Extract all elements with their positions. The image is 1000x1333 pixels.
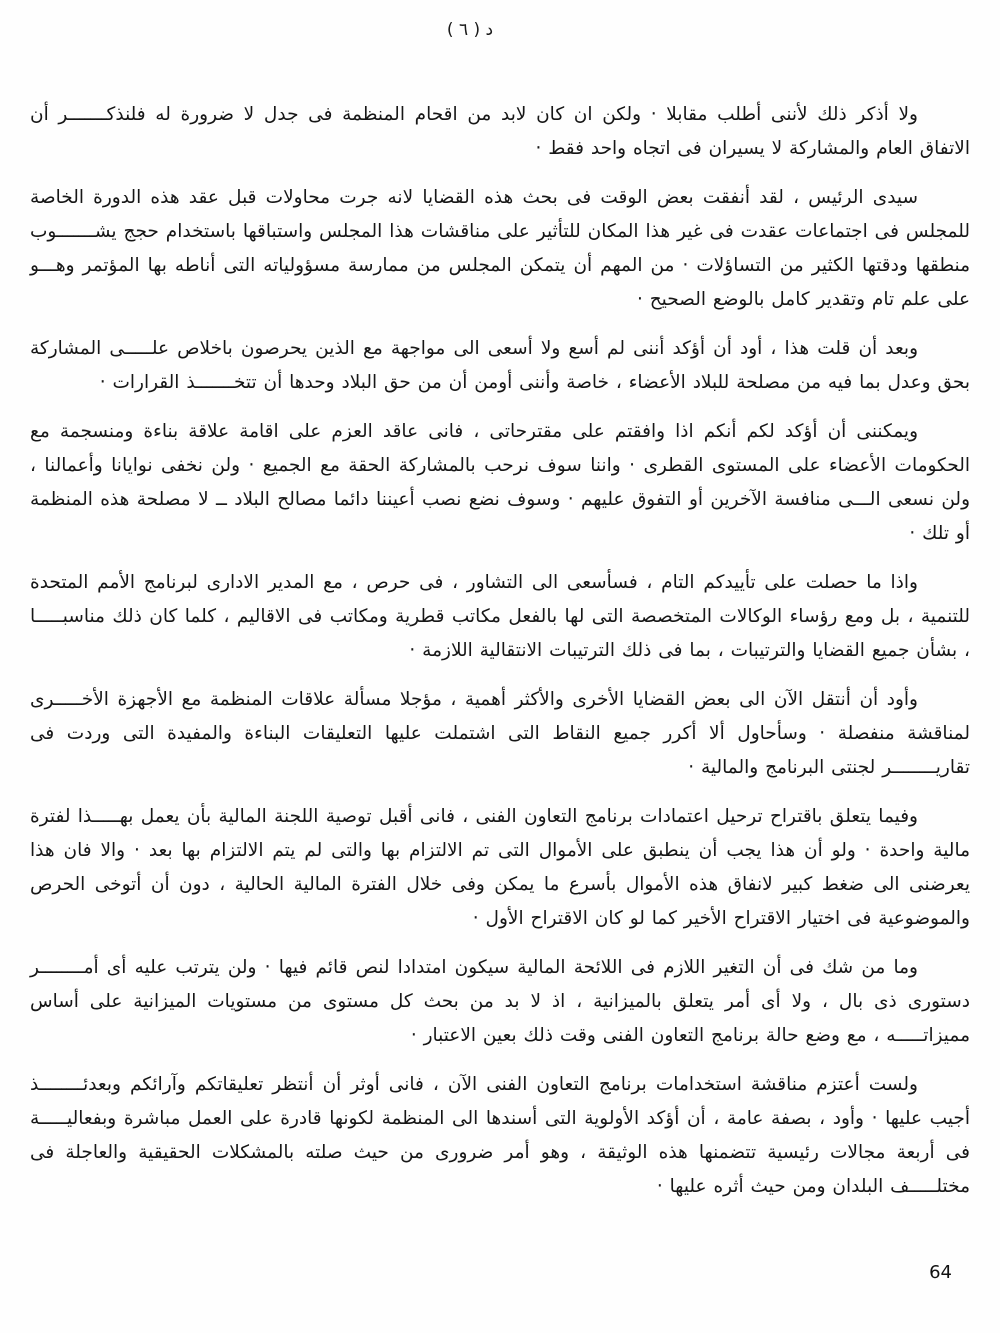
paragraph: وما من شك فى أن التغير اللازم فى اللائحة المالية سيكون امتدادا لنص قائم فيها · ولن يترتب عليه أى أمــــــــر دستورى ذى بال ، ولا أى أمر يتعلق بالميزانية ، اذ لا بد من بحث كل مستوى من مستويات الميزانية على أساس مميزاتـــــه ، مع وضع حالة برنامج التعاون الفنى وقت ذلك بعين الاعتبار · [30,957,970,1046]
document-body [30,98,970,1219]
page-marker: د ( ٦ ) [446,20,494,40]
page-header [0,20,940,40]
paragraph: ولست أعتزم مناقشة استخدامات برنامج التعاون الفنى الآن ، فانى أوثر أن أنتظر تعليقاتكم وآرائكم وبعدئــــــــذ أجيب عليها · وأود ، بصفة عامة ، أن أؤكد الأولوية التى أسندها الى المنظمة لكونها قادرة على العمل مباشرة وبفعاليـــــة فى أربعة مجالات رئيسية تتضمنها هذه الوثيقة ، وهو أمر ضرورى من حيث صلته بالمشكلات الحقيقية والعاجلة فى مختلـــــف البلدان ومن حيث أثره عليها · [30,1074,970,1197]
paragraph: ويمكننى أن أؤكد لكم أنكم اذا وافقتم على مقترحاتى ، فانى عاقد العزم على اقامة علاقة بناءة ومنسجمة مع الحكومات الأعضاء على المستوى القطرى · واننا سوف نرحب بالمشاركة الحقة مع الجميع · ولن نخفى نوايانا وأعمالنا ، ولن نسعى الـــى منافسة الآخرين أو التفوق عليهم · وسوف نضع نصب أعيننا دائما مصالح البلاد ــ لا مصلحة هذه المنظمة أو تلك · [30,421,970,544]
paragraph: سيدى الرئيس ، لقد أنفقت بعض الوقت فى بحث هذه القضايا لانه جرت محاولات قبل عقد هذه الدورة الخاصة للمجلس فى اجتماعات عقدت فى غير هذا المكان للتأثير على مناقشات هذا المجلس واستباقها باستخدام حجج يشـــــــوب منطقها ودقتها الكثير من التساؤلات · من المهم أن يتمكن المجلس من ممارسة مسؤولياته التى أناطه بها المؤتمر وهـــو على علم تام وتقدير كامل بالوضع الصحيح · [30,187,970,310]
page-number: 64 [929,1262,952,1283]
paragraph: وبعد أن قلت هذا ، أود أن أؤكد أننى لم أسع ولا أسعى الى مواجهة مع الذين يحرصون باخلاص علـــــى المشاركة بحق وعدل بما فيه من مصلحة للبلاد الأعضاء ، خاصة وأننى أومن أن من حق البلاد وحدها أن تتخـــــــذ القرارات · [30,338,970,393]
paragraph: ولا أذكر ذلك لأننى أطلب مقابلا · ولكن ان كان لابد من اقحام المنظمة فى جدل لا ضرورة له فلنذكـــــــر أن الاتفاق العام والمشاركة لا يسيران فى اتجاه واحد فقط · [30,104,970,159]
paragraph: واذا ما حصلت على تأييدكم التام ، فسأسعى الى التشاور ، فى حرص ، مع المدير الادارى لبرنامج الأمم المتحدة للتنمية ، بل ومع رؤساء الوكالات المتخصصة التى لها بالفعل مكاتب قطرية ومكاتب فى الاقاليم ، كلما كان ذلك مناسبـــــا ، بشأن جميع القضايا والترتيبات ، بما فى ذلك الترتيبات الانتقالية اللازمة · [30,572,970,661]
paragraph: وأود أن أنتقل الآن الى بعض القضايا الأخرى والأكثر أهمية ، مؤجلا مسألة علاقات المنظمة مع الأجهزة الأخـــــرى لمناقشة منفصلة · وسأحاول ألا أكرر جميع النقاط التى اشتملت عليها التعليقات البناءة والمفيدة التى وردت فى تقاريــــــــر لجنتى البرنامج والمالية · [30,689,970,778]
paragraph: وفيما يتعلق باقتراح ترحيل اعتمادات برنامج التعاون الفنى ، فانى أقبل توصية اللجنة المالية بأن يعمل بهـــــذا لفترة مالية واحدة · ولو أن هذا يجب أن ينطبق على الأموال التى تم الالتزام بها والتى لم يتم الالتزام بها بعد · والا فان هذا يعرضنى الى ضغط كبير لانفاق هذه الأموال بأسرع ما يمكن وفى خلال الفترة المالية الحالية ، دون أن أتوخى الحرص والموضوعية فى اختيار الاقتراح الأخير كما لو كان الاقتراح الأول · [30,806,970,929]
